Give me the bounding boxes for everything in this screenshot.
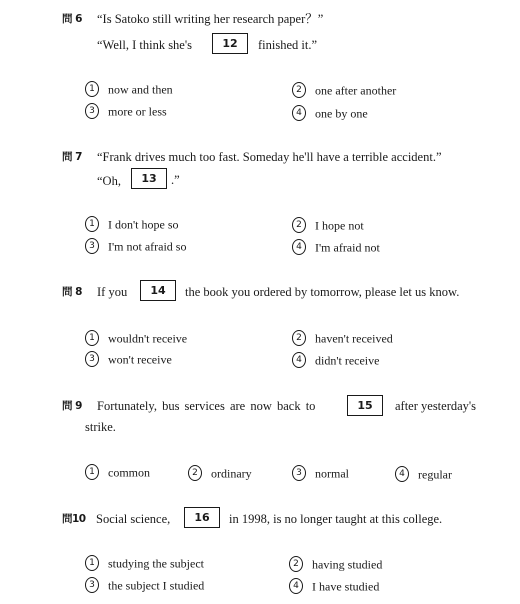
question-6-label: 問 6 — [62, 13, 82, 25]
circled-number-4: 4 — [292, 105, 306, 121]
question-10-line1-pre: Social science, — [96, 512, 171, 526]
q6-option-4[interactable]: 4 one by one — [292, 104, 368, 121]
question-10-label: 問10 — [62, 513, 86, 525]
answer-blank-16[interactable]: 16 — [184, 507, 220, 528]
circled-number-4: 4 — [292, 352, 306, 368]
q10-option-4[interactable]: 4 I have studied — [289, 577, 379, 594]
circled-number-2: 2 — [188, 465, 202, 481]
question-9-line2: strike. — [85, 420, 116, 434]
q6-option-2[interactable]: 2 one after another — [292, 81, 396, 98]
circled-number-2: 2 — [289, 556, 303, 572]
q7-option-1[interactable]: 1 I don't hope so — [85, 215, 179, 232]
circled-number-1: 1 — [85, 81, 99, 97]
q8-option-1[interactable]: 1 wouldn't receive — [85, 329, 187, 346]
q8-option-2[interactable]: 2 haven't received — [292, 329, 393, 346]
question-6-line2-post: finished it.” — [258, 38, 318, 52]
question-7-line2-post: .” — [171, 173, 180, 187]
q7-option-4[interactable]: 4 I'm afraid not — [292, 238, 380, 255]
question-10-line1-post: in 1998, is no longer taught at this college. — [229, 512, 443, 526]
question-8-label: 問 8 — [62, 286, 82, 298]
circled-number-3: 3 — [85, 351, 99, 367]
q8-option-4[interactable]: 4 didn't receive — [292, 351, 379, 368]
question-7-line1: “Frank drives much too fast. Someday he'll have a terrible accident.” — [97, 150, 442, 164]
question-8-line1-post: the book you ordered by tomorrow, please let us know. — [185, 285, 460, 299]
q7-option-3[interactable]: 3 I'm not afraid so — [85, 237, 186, 254]
question-6-line1: “Is Satoko still writing her research paper？” — [97, 12, 324, 26]
circled-number-3: 3 — [85, 103, 99, 119]
question-9-line1-pre: Fortunately, bus services are now back to — [97, 399, 316, 413]
q9-option-4[interactable]: 4 regular — [395, 465, 452, 482]
circled-number-4: 4 — [395, 466, 409, 482]
q10-option-1[interactable]: 1 studying the subject — [85, 554, 204, 571]
q10-option-3[interactable]: 3 the subject I studied — [85, 576, 204, 593]
answer-blank-13[interactable]: 13 — [131, 168, 167, 189]
circled-number-2: 2 — [292, 330, 306, 346]
question-6-line2-pre: “Well, I think she's — [97, 38, 192, 52]
circled-number-4: 4 — [292, 239, 306, 255]
q9-option-3[interactable]: 3 normal — [292, 464, 349, 481]
answer-blank-14[interactable]: 14 — [140, 280, 176, 301]
q9-option-1[interactable]: 1 common — [85, 463, 150, 480]
answer-blank-15[interactable]: 15 — [347, 395, 383, 416]
q6-option-3[interactable]: 3 more or less — [85, 102, 167, 119]
q8-option-3[interactable]: 3 won't receive — [85, 350, 172, 367]
circled-number-3: 3 — [85, 577, 99, 593]
circled-number-3: 3 — [292, 465, 306, 481]
q9-option-2[interactable]: 2 ordinary — [188, 464, 252, 481]
question-7-label: 問 7 — [62, 151, 82, 163]
q10-option-2[interactable]: 2 having studied — [289, 555, 382, 572]
circled-number-1: 1 — [85, 330, 99, 346]
circled-number-3: 3 — [85, 238, 99, 254]
circled-number-2: 2 — [292, 82, 306, 98]
q6-option-1[interactable]: 1 now and then — [85, 80, 173, 97]
circled-number-1: 1 — [85, 216, 99, 232]
circled-number-1: 1 — [85, 555, 99, 571]
answer-blank-12[interactable]: 12 — [212, 33, 248, 54]
circled-number-4: 4 — [289, 578, 303, 594]
question-7-line2-pre: “Oh, — [97, 174, 121, 188]
question-9-line1-post: after yesterday's — [395, 399, 477, 413]
q7-option-2[interactable]: 2 I hope not — [292, 216, 364, 233]
circled-number-1: 1 — [85, 464, 99, 480]
question-9-label: 問 9 — [62, 400, 82, 412]
question-8-line1-pre: If you — [97, 285, 128, 299]
circled-number-2: 2 — [292, 217, 306, 233]
